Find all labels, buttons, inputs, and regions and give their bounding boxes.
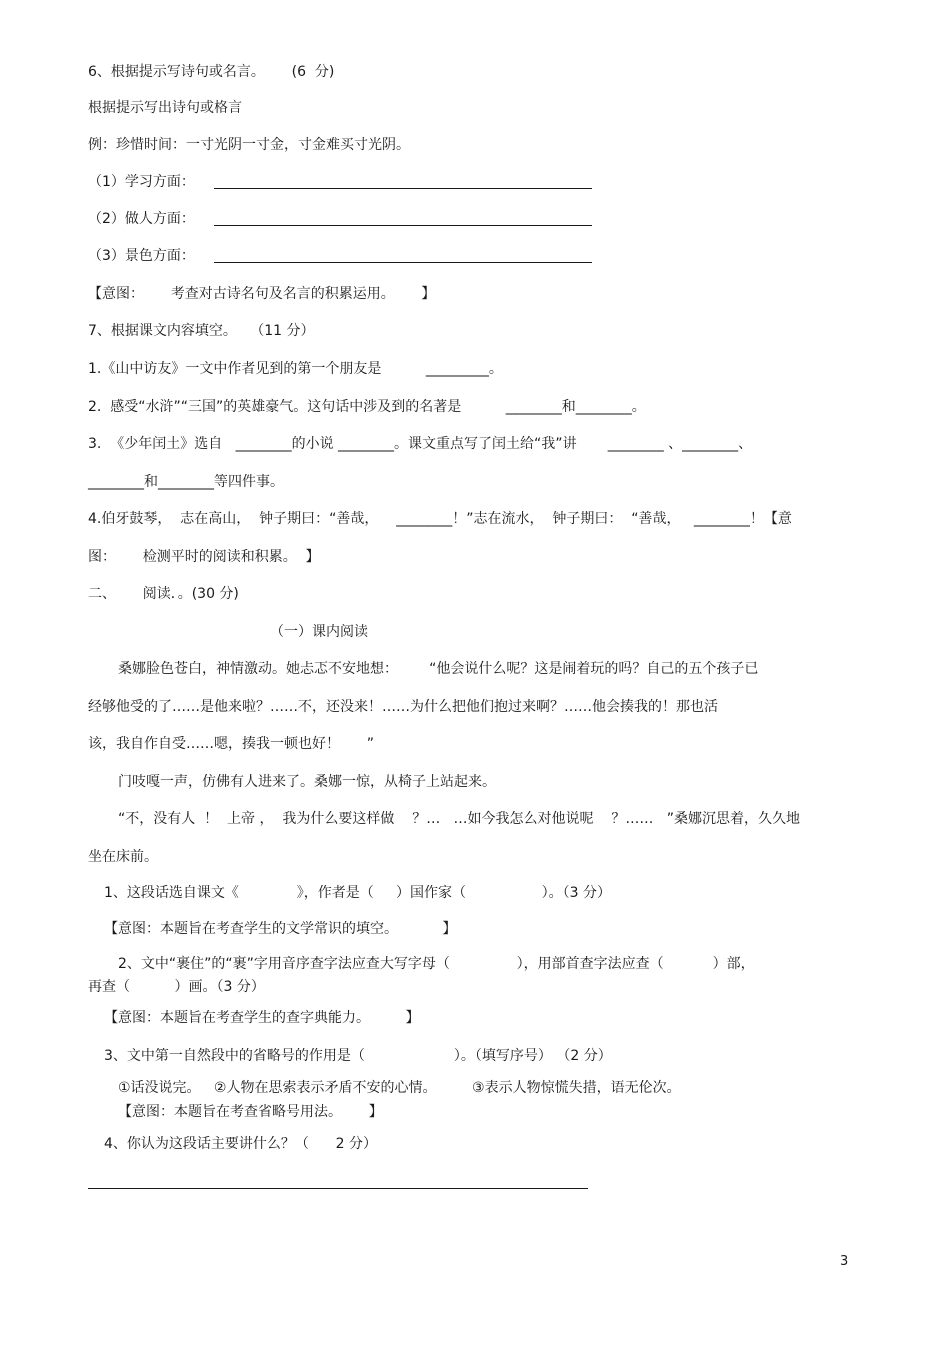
q7-line-1: 1.《山中访友》一文中作者见到的第一个朋友是 _________。 <box>88 361 503 377</box>
q6-item-study-answer-line[interactable] <box>214 188 592 189</box>
reading-question-2-line-2: 再查（ ）画。（3 分） <box>88 979 265 995</box>
q6-intent: 【意图： 考查对古诗名句及名言的积累运用。 】 <box>88 286 436 302</box>
q6-item-study-label: （1）学习方面： <box>88 174 195 190</box>
passage-paragraph-1-line-3: 该，我自作自受……嗯，揍我一顿也好！ ” <box>88 736 374 752</box>
q6-example: 例：珍惜时间：一寸光阴一寸金，寸金难买寸光阴。 <box>88 137 410 153</box>
reading-question-1-intent: 【意图：本题旨在考查学生的文学常识的填空。 】 <box>104 921 457 937</box>
q6-item-scenery-label: （3）景色方面： <box>88 248 195 264</box>
reading-question-3-options: ①话没说完。 ②人物在思索表示矛盾不安的心情。 ③表示人物惊慌失措，语无伦次。 <box>118 1080 681 1096</box>
reading-question-2-intent: 【意图：本题旨在考查学生的查字典能力。 】 <box>104 1010 420 1026</box>
passage-paragraph-3-line-2: 坐在床前。 <box>88 849 158 865</box>
section2-title: 二、 阅读．。(30 分) <box>88 586 239 602</box>
reading-question-4: 4、你认为这段话主要讲什么？（ 2 分） <box>104 1136 377 1152</box>
q7-line-5: 4.伯牙鼓琴， 志在高山， 钟子期曰：“善哉， ________！”志在流水， 钟子期曰： “善哉， ________！【意 <box>88 511 792 527</box>
q7-line-2: 2. 感受“水浒”“三国”的英雄豪气。这句话中涉及到的名著是 ________和________。 <box>88 399 646 415</box>
q6-title: 6、根据提示写诗句或名言。 (6 分) <box>88 64 335 80</box>
passage-paragraph-1-line-2: 经够他受的了……是他来啦？……不，还没来！……为什么把他们抱过来啊？……他会揍我的！那也活 <box>88 699 718 715</box>
q7-line-6: 图： 检测平时的阅读和积累。 】 <box>88 549 320 565</box>
reading-question-4-answer-line[interactable] <box>88 1188 588 1189</box>
q6-item-scenery-answer-line[interactable] <box>214 262 592 263</box>
page-number: 3 <box>840 1254 849 1269</box>
passage-paragraph-2: 门吱嘎一声，仿佛有人进来了。桑娜一惊，从椅子上站起来。 <box>118 774 496 790</box>
reading-question-3: 3、文中第一自然段中的省略号的作用是（ ）。（填写序号） （2 分） <box>104 1048 612 1064</box>
passage-paragraph-1-line-1: 桑娜脸色苍白，神情激动。她忐忑不安地想： “他会说什么呢？这是闹着玩的吗？自己的五个孩子已 <box>118 661 759 677</box>
q6-item-character-label: （2）做人方面： <box>88 211 195 227</box>
q7-line-3: 3. 《少年闰土》选自 ________的小说 ________。课文重点写了闰土给“我”讲 ________ 、________、 <box>88 436 753 452</box>
q6-item-character-answer-line[interactable] <box>214 225 592 226</box>
q7-title: 7、根据课文内容填空。 （11 分） <box>88 323 315 339</box>
reading-question-1: 1、这段话选自课文《 》，作者是（ ）国作家（ ）。（3 分） <box>104 885 612 901</box>
q6-subtitle: 根据提示写出诗句或格言 <box>88 100 242 116</box>
q7-line-4: ________和________等四件事。 <box>88 474 284 490</box>
passage-paragraph-3-line-1: “不，没有人 ！ 上帝 ， 我为什么要这样做 ？… …如今我怎么对他说呢 ？…… ”桑娜沉思着，久久地 <box>118 811 800 827</box>
reading-question-2-line-1: 2、文中“裹住”的“裹”字用音序查字法应查大写字母（ ），用部首查字法应查（ ）部， <box>118 956 755 972</box>
section2-subtitle: （一）课内阅读 <box>270 624 368 640</box>
reading-question-3-intent: 【意图：本题旨在考查省略号用法。 】 <box>118 1104 383 1120</box>
